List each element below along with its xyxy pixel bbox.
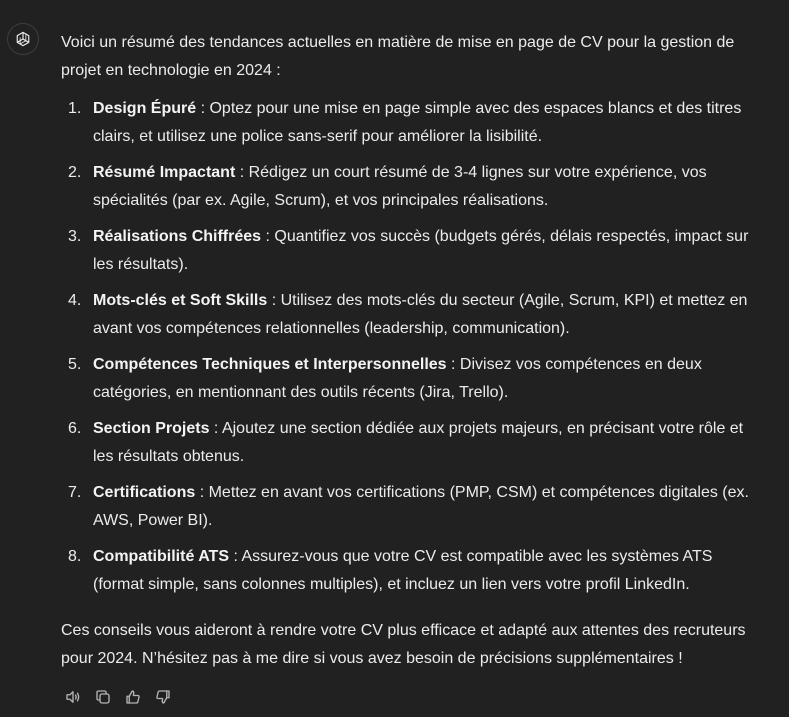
list-item [61, 479, 767, 535]
list-item-title: Résumé Impactant [93, 164, 236, 181]
list-item-title: Certifications [93, 484, 196, 501]
message-actions [61, 685, 175, 709]
list-item-text: : Quantifiez vos succès (budgets gérés, délais respectés, impact sur les résultats). [93, 228, 749, 273]
list-item [61, 95, 767, 151]
message-intro: Voici un résumé des tendances actuelles en matière de mise en page de CV pour la gestion de projet en technologie en 2024 : [61, 34, 735, 79]
copy-button[interactable] [91, 685, 115, 709]
list-item-text: : Utilisez des mots-clés du secteur (Agile, Scrum, KPI) et mettez en avant vos compétences relationnelles (leadership, communication). [93, 292, 748, 337]
list-item [61, 351, 767, 407]
list-item [61, 287, 767, 343]
list-item-number: 2. [68, 164, 82, 181]
read-aloud-button[interactable] [61, 685, 85, 709]
copy-icon [94, 688, 112, 706]
assistant-message [61, 29, 767, 673]
thumbs-up-icon [124, 688, 142, 706]
list-item-text: : Optez pour une mise en page simple avec des espaces blancs et des titres clairs, et utilisez une police sans-serif pour améliorer la lisibilité. [93, 100, 742, 145]
speaker-icon [64, 688, 82, 706]
list-item [61, 415, 767, 471]
list-item-text: : Assurez-vous que votre CV est compatible avec les systèmes ATS (format simple, sans colonnes multiples), et incluez un lien vers votre profil LinkedIn. [93, 548, 713, 593]
list-item-title: Réalisations Chiffrées [93, 228, 262, 245]
list-item-number: 3. [68, 228, 82, 245]
list-item-number: 4. [68, 292, 82, 309]
list-item-title: Mots-clés et Soft Skills [93, 292, 268, 309]
list-item-title: Compatibilité ATS [93, 548, 229, 565]
tips-list [61, 95, 767, 599]
list-item-title: Section Projets [93, 420, 210, 437]
list-item-text: : Ajoutez une section dédiée aux projets majeurs, en précisant votre rôle et les résultats obtenus. [93, 420, 744, 465]
list-item-text: : Mettez en avant vos certifications (PMP, CSM) et compétences digitales (ex. AWS, Power BI). [93, 484, 749, 529]
list-item [61, 223, 767, 279]
list-item-text: : Divisez vos compétences en deux catégories, en mentionnant des outils récents (Jira, Trello). [93, 356, 702, 401]
message-outro: Ces conseils vous aideront à rendre votre CV plus efficace et adapté aux attentes des recruteurs pour 2024. N’hésitez pas à me dire si vous avez besoin de précisions supplémentaires ! [61, 622, 746, 667]
openai-logo-icon [13, 29, 33, 49]
list-item-text: : Rédigez un court résumé de 3-4 lignes sur votre expérience, vos spécialités (par ex. Agile, Scrum), et vos principales réalisations. [93, 164, 707, 209]
assistant-avatar [7, 23, 39, 55]
list-item-title: Compétences Techniques et Interpersonnelles [93, 356, 447, 373]
list-item-number: 6. [68, 420, 82, 437]
list-item [61, 159, 767, 215]
list-item-number: 7. [68, 484, 82, 501]
list-item-number: 5. [68, 356, 82, 373]
thumbs-down-icon [154, 688, 172, 706]
list-item-number: 1. [68, 100, 82, 117]
bad-response-button[interactable] [151, 685, 175, 709]
list-item-number: 8. [68, 548, 82, 565]
list-item [61, 543, 767, 599]
list-item-title: Design Épuré [93, 100, 197, 117]
good-response-button[interactable] [121, 685, 145, 709]
